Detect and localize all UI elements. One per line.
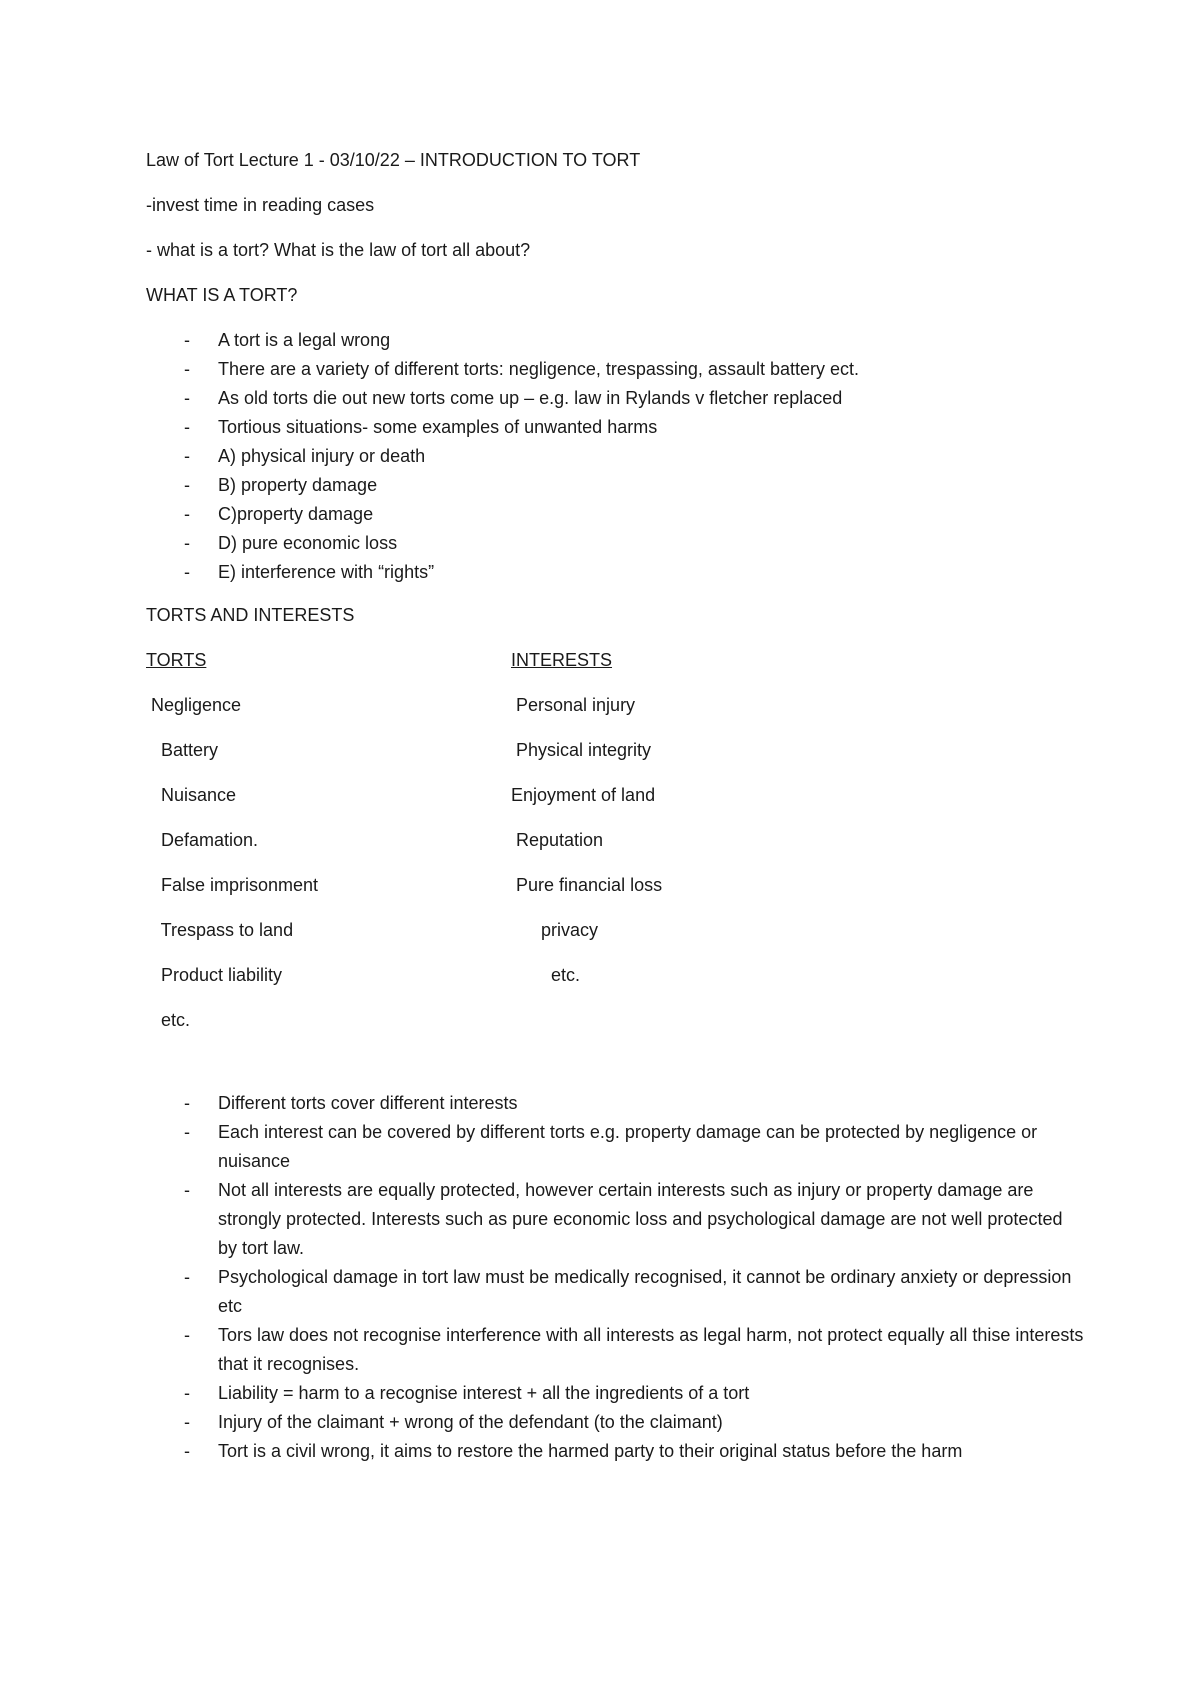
list-item	[146, 413, 1086, 442]
tort-cell: Trespass to land	[146, 920, 294, 940]
list-item-text: Tort is a civil wrong, it aims to restore the harmed party to their original status before the harm	[218, 1441, 963, 1461]
dash-bullet: -	[184, 1383, 190, 1403]
dash-bullet: -	[184, 1267, 190, 1287]
list-item	[146, 1263, 1086, 1321]
table-row	[146, 736, 1086, 781]
list-item-text: Tors law does not recognise interference with all interests as legal harm, not protect equally all thise interests that it recognises.	[218, 1325, 1084, 1374]
intro-line: - what is a tort? What is the law of tort all about?	[146, 240, 531, 260]
tort-cell: False imprisonment	[146, 875, 319, 895]
list-item-text: Tortious situations- some examples of unwanted harms	[218, 417, 658, 437]
dash-bullet: -	[184, 359, 190, 379]
list-item-text: Injury of the claimant + wrong of the defendant (to the claimant)	[218, 1412, 723, 1432]
list-item-text: There are a variety of different torts: negligence, trespassing, assault battery ect.	[218, 359, 860, 379]
list-item	[146, 1437, 1086, 1466]
list-item-text: E) interference with “rights”	[218, 562, 435, 582]
list-item	[146, 1118, 1086, 1176]
list-item	[146, 1379, 1086, 1408]
list-item-text: Liability = harm to a recognise interest + all the ingredients of a tort	[218, 1383, 750, 1403]
interest-cell: Personal injury	[511, 695, 636, 715]
dash-bullet: -	[184, 562, 190, 582]
bullet-list-what-is-a-tort	[146, 326, 1086, 587]
tort-cell: Nuisance	[146, 785, 237, 805]
interest-cell: Enjoyment of land	[511, 785, 656, 805]
dash-bullet: -	[184, 533, 190, 553]
dash-bullet: -	[184, 1180, 190, 1200]
table-header-row	[146, 646, 1086, 691]
list-item	[146, 1321, 1086, 1379]
list-item-text: A tort is a legal wrong	[218, 330, 391, 350]
dash-bullet: -	[184, 504, 190, 524]
list-item-text: B) property damage	[218, 475, 378, 495]
table-row	[146, 1006, 1086, 1051]
tort-cell: Product liability	[146, 965, 283, 985]
list-item	[146, 355, 1086, 384]
column-header-torts: TORTS	[146, 650, 207, 670]
list-item	[146, 1089, 1086, 1118]
tort-cell: Battery	[146, 740, 219, 760]
list-item	[146, 471, 1086, 500]
section-heading-torts-and-interests: TORTS AND INTERESTS	[146, 605, 355, 625]
dash-bullet: -	[184, 446, 190, 466]
spacer	[146, 1051, 1086, 1089]
dash-bullet: -	[184, 475, 190, 495]
dash-bullet: -	[184, 1441, 190, 1461]
interest-cell: privacy	[511, 920, 599, 940]
list-item-text: C)property damage	[218, 504, 374, 524]
interest-cell: Reputation	[511, 830, 604, 850]
list-item-text: A) physical injury or death	[218, 446, 426, 466]
dash-bullet: -	[184, 1325, 190, 1345]
list-item	[146, 1408, 1086, 1437]
table-row	[146, 691, 1086, 736]
tort-cell: Negligence	[146, 695, 242, 715]
list-item	[146, 326, 1086, 355]
table-row	[146, 961, 1086, 1006]
list-item	[146, 384, 1086, 413]
list-item	[146, 529, 1086, 558]
dash-bullet: -	[184, 1093, 190, 1113]
list-item	[146, 500, 1086, 529]
list-item-text: Different torts cover different interests	[218, 1093, 518, 1113]
table-row	[146, 871, 1086, 916]
interest-cell: Pure financial loss	[511, 875, 663, 895]
list-item	[146, 442, 1086, 471]
list-item-text: D) pure economic loss	[218, 533, 398, 553]
bullet-list-torts-and-interests	[146, 1089, 1086, 1466]
list-item-text: Psychological damage in tort law must be medically recognised, it cannot be ordinary anxiety or depression etc	[218, 1267, 1072, 1316]
dash-bullet: -	[184, 1412, 190, 1432]
interest-cell: etc.	[511, 965, 581, 985]
dash-bullet: -	[184, 417, 190, 437]
dash-bullet: -	[184, 1122, 190, 1142]
dash-bullet: -	[184, 388, 190, 408]
intro-line: -invest time in reading cases	[146, 195, 375, 215]
table-row	[146, 781, 1086, 826]
torts-interests-table	[146, 646, 1086, 1051]
page-title: Law of Tort Lecture 1 - 03/10/22 – INTRODUCTION TO TORT	[146, 150, 641, 170]
column-header-interests: INTERESTS	[511, 650, 613, 670]
list-item	[146, 1176, 1086, 1263]
list-item	[146, 558, 1086, 587]
table-row	[146, 916, 1086, 961]
list-item-text: As old torts die out new torts come up – e.g. law in Rylands v fletcher replaced	[218, 388, 843, 408]
list-item-text: Each interest can be covered by different torts e.g. property damage can be protected by negligence or nuisance	[218, 1122, 1038, 1171]
table-row	[146, 826, 1086, 871]
section-heading-what-is-a-tort: WHAT IS A TORT?	[146, 285, 298, 305]
document-content	[146, 146, 1086, 1480]
dash-bullet: -	[184, 330, 190, 350]
interest-cell: Physical integrity	[511, 740, 652, 760]
tort-cell: etc.	[146, 1010, 191, 1030]
tort-cell: Defamation.	[146, 830, 259, 850]
list-item-text: Not all interests are equally protected, however certain interests such as injury or property damage are strongly protected. Interests such as pure economic loss and psychological damage are not well protected by tort law.	[218, 1180, 1063, 1258]
